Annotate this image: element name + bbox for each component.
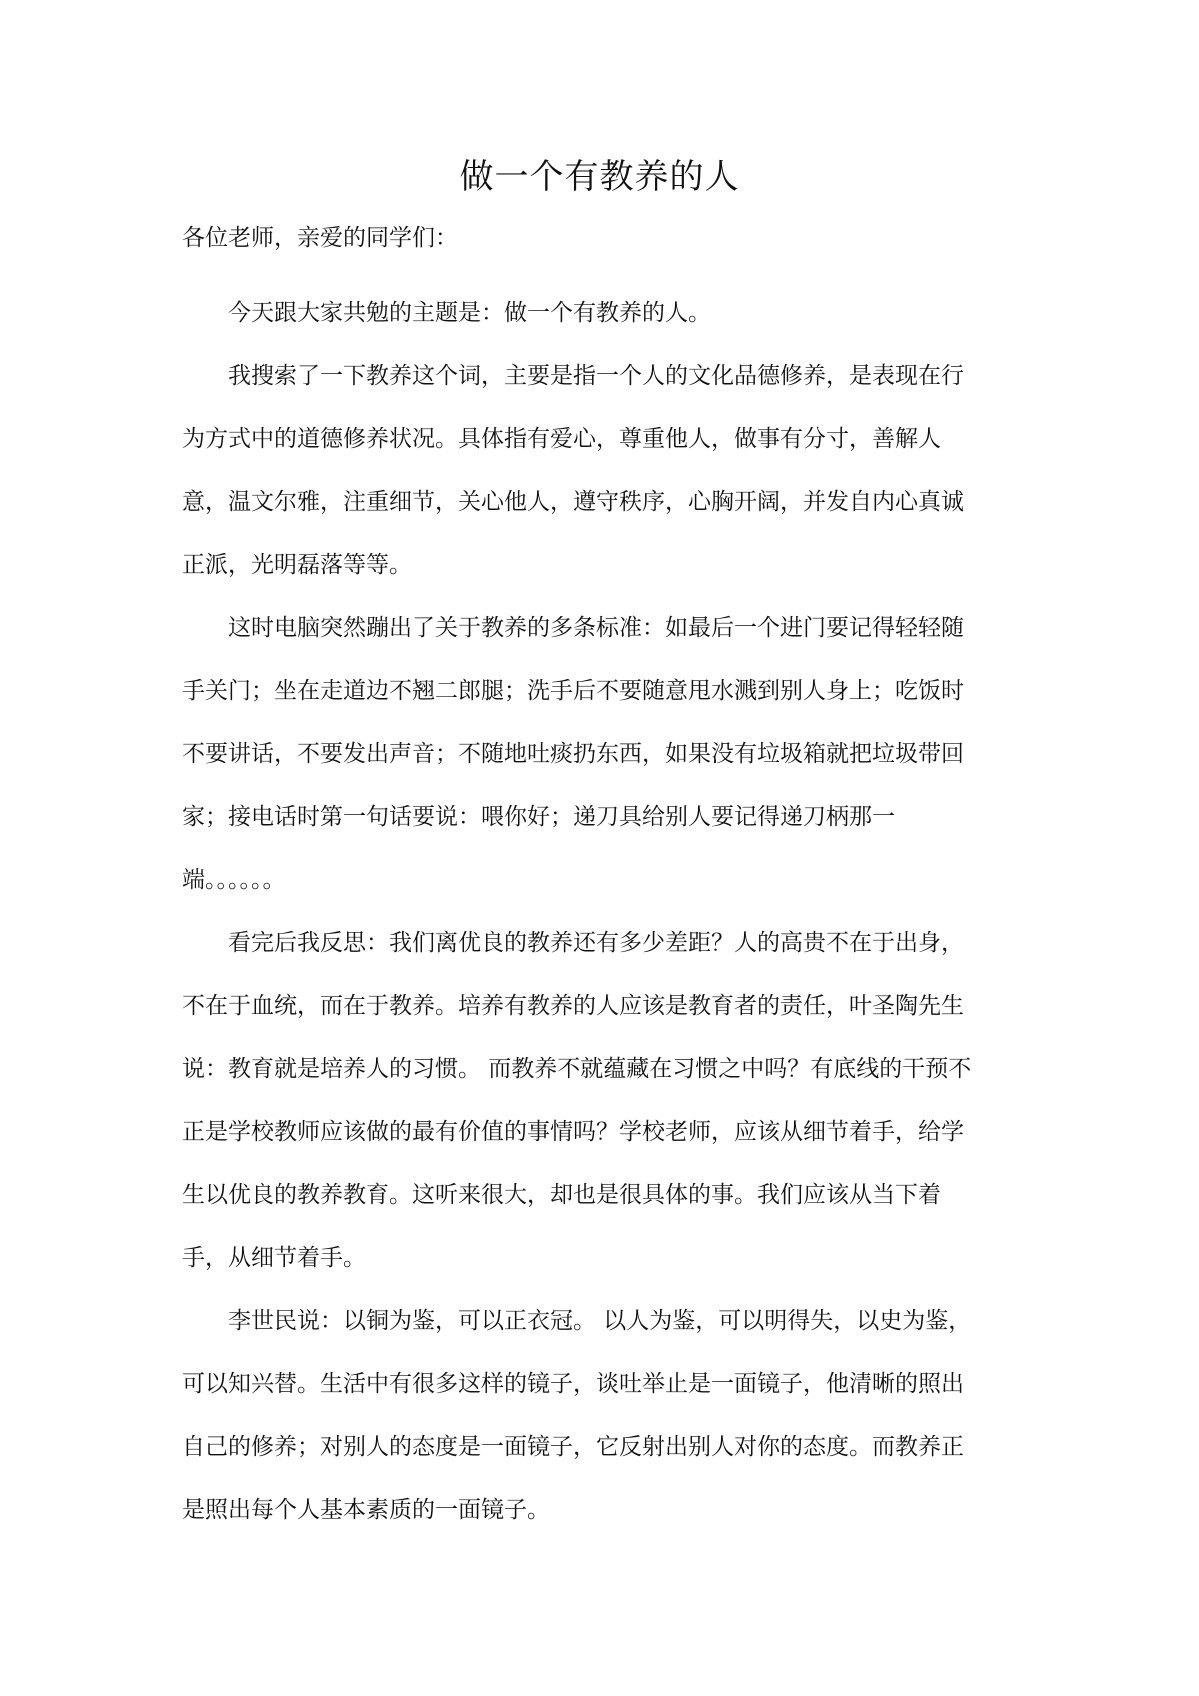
text-line: 生以优良的教养教育。这听来很大，却也是很具体的事。我们应该从当下着 bbox=[182, 1182, 941, 1208]
text-line: 意，温文尔雅，注重细节，关心他人，遵守秩序，心胸开阔，并发自内心真诚 bbox=[182, 489, 964, 515]
text-line: 看完后我反思：我们离优良的教养还有多少差距？人的高贵不在于出身， bbox=[228, 930, 964, 956]
text-line: 李世民说：以铜为鉴，可以正衣冠。 以人为鉴，可以明得失，以史为鉴， bbox=[228, 1308, 972, 1334]
paragraph bbox=[182, 912, 1022, 1290]
text-line: 手关门；坐在走道边不翘二郎腿；洗手后不要随意甩水溅到别人身上；吃饭时 bbox=[182, 678, 964, 704]
text-line: 我搜索了一下教养这个词，主要是指一个人的文化品德修养，是表现在行 bbox=[228, 363, 964, 389]
text-line: 可以知兴替。生活中有很多这样的镜子，谈吐举止是一面镜子，他清晰的照出 bbox=[182, 1371, 964, 1397]
text-line: 端。。。。。。 bbox=[182, 867, 286, 893]
paragraph bbox=[182, 345, 1022, 597]
paragraph bbox=[182, 597, 1022, 912]
text-line: 是照出每个人基本素质的一面镜子。 bbox=[182, 1497, 550, 1523]
text-line: 说：教育就是培养人的习惯。 而教养不就蕴藏在习惯之中吗？有底线的干预不 bbox=[182, 1056, 972, 1082]
text-line: 家；接电话时第一句话要说：喂你好；递刀具给别人要记得递刀柄那一 bbox=[182, 804, 895, 830]
text-line: 这时电脑突然蹦出了关于教养的多条标准：如最后一个进门要记得轻轻随 bbox=[228, 615, 964, 641]
text-line: 今天跟大家共勉的主题是：做一个有教养的人。 bbox=[228, 300, 711, 326]
document-body bbox=[182, 282, 1022, 1542]
text-line: 正是学校教师应该做的最有价值的事情吗？学校老师，应该从细节着手，给学 bbox=[182, 1119, 964, 1145]
text-line: 自己的修养；对别人的态度是一面镜子，它反射出别人对你的态度。而教养正 bbox=[182, 1434, 964, 1460]
document-title: 做一个有教养的人 bbox=[459, 157, 740, 197]
text-line: 正派，光明磊落等等。 bbox=[182, 552, 412, 578]
text-line: 为方式中的道德修养状况。具体指有爱心，尊重他人，做事有分寸，善解人 bbox=[182, 426, 941, 452]
text-line: 手，从细节着手。 bbox=[182, 1245, 366, 1271]
paragraph bbox=[182, 282, 1022, 345]
text-line: 不在于血统，而在于教养。培养有教养的人应该是教育者的责任，叶圣陶先生 bbox=[182, 993, 964, 1019]
salutation: 各位老师，亲爱的同学们： bbox=[182, 225, 458, 251]
paragraph bbox=[182, 1290, 1022, 1542]
text-line: 不要讲话，不要发出声音；不随地吐痰扔东西，如果没有垃圾箱就把垃圾带回 bbox=[182, 741, 964, 767]
